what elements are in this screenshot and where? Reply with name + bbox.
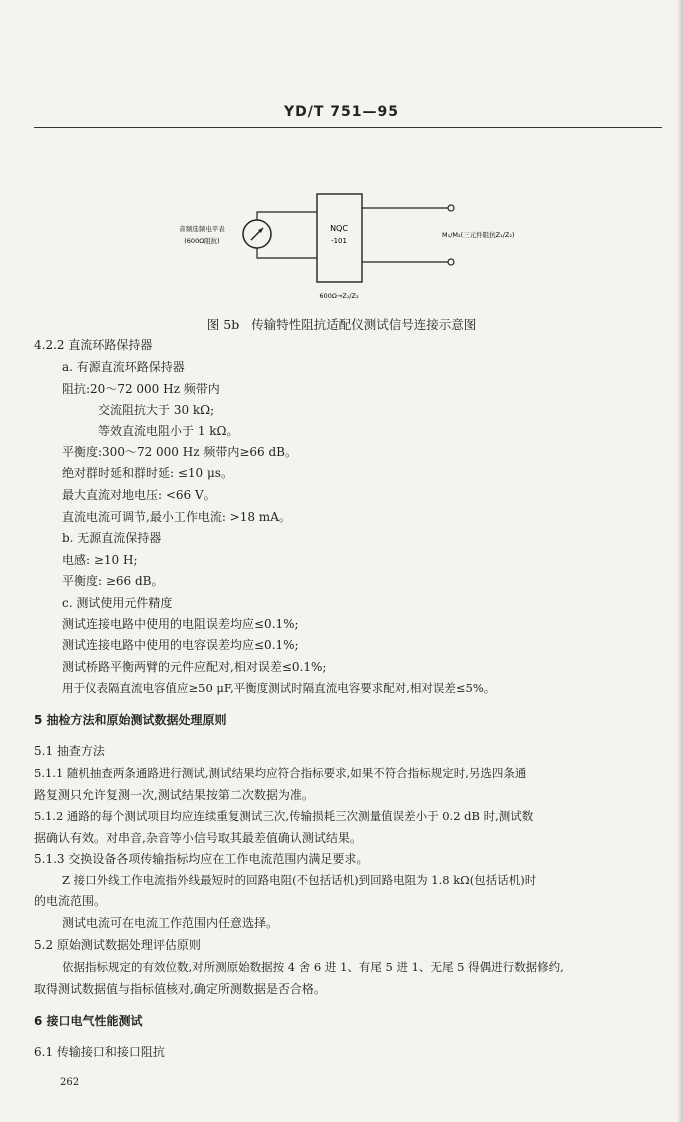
- text-line: 取得测试数据值与指标值核对,确定所测数据是否合格。: [34, 982, 326, 996]
- text-line: 的电流范围。: [34, 894, 107, 908]
- text-line: 测试电流可在电流工作范围内任意选择。: [62, 916, 279, 930]
- text-line: 最大直流对地电压: <66 V。: [62, 488, 216, 502]
- terminal-icon: [448, 259, 454, 265]
- section-heading: 6 接口电气性能测试: [34, 1014, 143, 1028]
- text-line: 交流阻抗大于 30 kΩ;: [98, 403, 215, 417]
- page-edge-shadow: [677, 0, 683, 1122]
- text-line: 直流电流可调节,最小工作电流: >18 mA。: [62, 510, 291, 524]
- text-line: 5.1.3 交换设备各项传输指标均应在工作电流范围内满足要求。: [34, 852, 369, 866]
- page-header: YD/T 751—95: [283, 104, 399, 120]
- text-line: 依据指标规定的有效位数,对所测原始数据按 4 舍 6 进 1、有尾 5 进 1、无尾 5 得偶进行数据修约,: [62, 960, 564, 974]
- right-label: M₁/M₂(三元件阻抗Z₁/Z₂): [442, 231, 515, 239]
- section-heading: 6.1 传输接口和接口阻抗: [34, 1045, 165, 1059]
- section-heading: 4.2.2 直流环路保持器: [34, 338, 153, 352]
- text-line: 路复测只允许复测一次,测试结果按第二次数据为准。: [34, 788, 314, 802]
- section-heading: 5.1 抽查方法: [34, 744, 105, 758]
- header-rule: [34, 127, 662, 128]
- text-line: 5.1.2 通路的每个测试项目均应连续重复测试三次,传输损耗三次测量值误差小于 0.2 dB 时,测试数: [34, 809, 534, 823]
- text-line: 用于仪表隔直流电容值应≥50 μF,平衡度测试时隔直流电容要求配对,相对误差≤5%。: [62, 681, 496, 695]
- text-line: 测试连接电路中使用的电容误差均应≤0.1%;: [62, 638, 299, 652]
- text-line: 平衡度: ≥66 dB。: [62, 574, 164, 588]
- text-line: 绝对群时延和群时延: ≤10 μs。: [62, 466, 233, 480]
- subsection-heading: a. 有源直流环路保持器: [62, 360, 185, 374]
- caption-text: 传输特性阻抗适配仪测试信号连接示意图: [251, 317, 477, 332]
- text-line: 5.1.1 随机抽查两条通路进行测试,测试结果均应符合指标要求,如果不符合指标规定时,另选四条通: [34, 766, 527, 780]
- meter-label-1: 音频选频电平表: [179, 225, 225, 233]
- subsection-heading: c. 测试使用元件精度: [62, 596, 173, 610]
- box-label-1: NQC: [330, 224, 348, 233]
- text-line: 测试连接电路中使用的电阻误差均应≤0.1%;: [62, 617, 299, 631]
- section-heading: 5 抽检方法和原始测试数据处理原则: [34, 713, 227, 727]
- text-line: 等效直流电阻小于 1 kΩ。: [98, 424, 239, 438]
- text-line: 阻抗:20～72 000 Hz 频带内: [62, 382, 220, 396]
- text-line: Z 接口外线工作电流指外线最短时的回路电阻(不包括话机)到回路电阻为 1.8 kΩ(包括话机)时: [62, 873, 537, 887]
- terminal-icon: [448, 205, 454, 211]
- section-heading: 5.2 原始测试数据处理评估原则: [34, 938, 201, 952]
- text-line: 测试桥路平衡两臂的元件应配对,相对误差≤0.1%;: [62, 660, 327, 674]
- caption-number: 图 5b: [206, 317, 240, 332]
- meter-label-2: (600Ω阻抗): [184, 237, 220, 245]
- bottom-label: 600Ω→Z₁/Z₂: [319, 292, 359, 300]
- figure-caption: [0, 315, 683, 333]
- text-line: 据确认有效。对串音,杂音等小信号取其最差值确认测试结果。: [34, 831, 362, 845]
- text-line: 平衡度:300～72 000 Hz 频带内≥66 dB。: [62, 445, 297, 459]
- page-number: 262: [60, 1077, 80, 1088]
- box-label-2: -101: [331, 237, 347, 245]
- text-line: 电感: ≥10 H;: [62, 553, 138, 567]
- circuit-diagram: [160, 186, 580, 306]
- subsection-heading: b. 无源直流保持器: [62, 531, 162, 545]
